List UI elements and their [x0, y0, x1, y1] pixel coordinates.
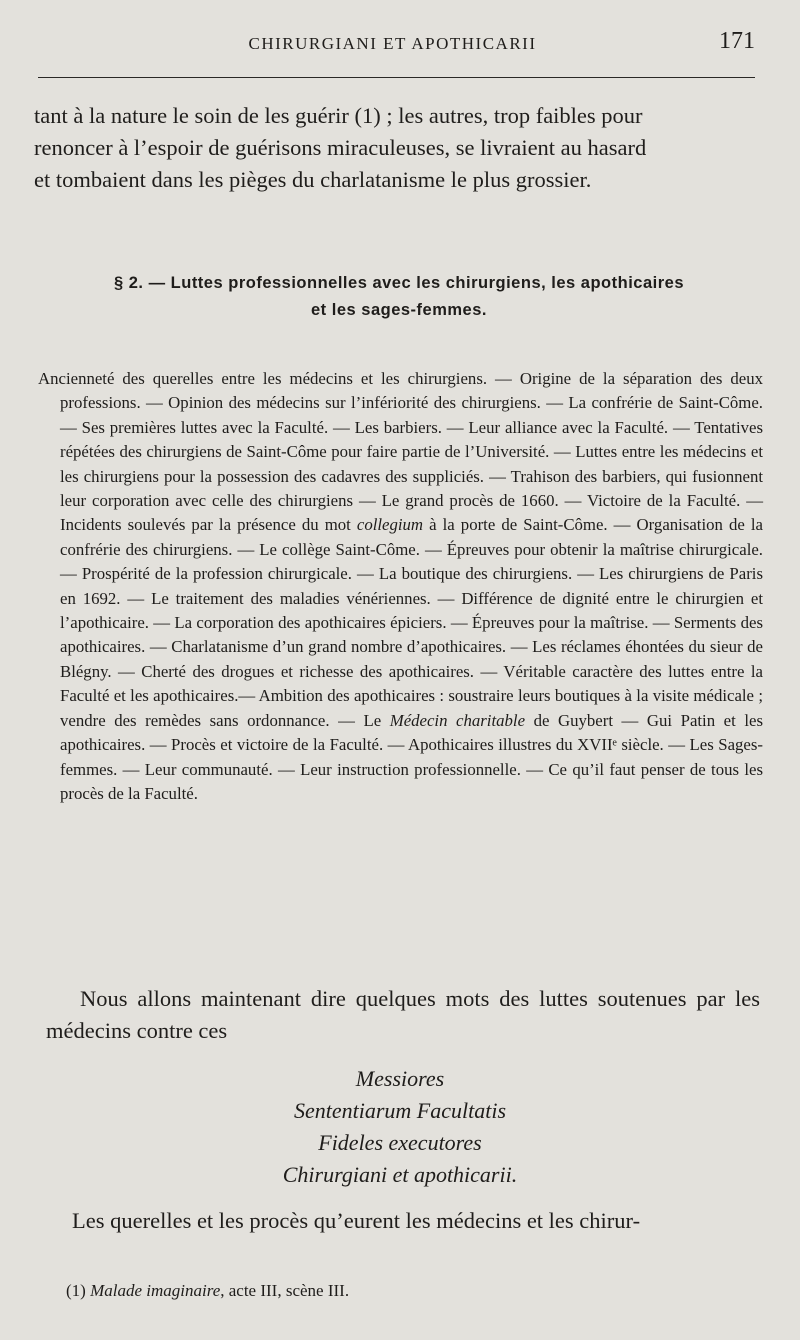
verse-line: Chirurgiani et apothicarii.	[282, 1162, 518, 1187]
footnote-marker: (1)	[66, 1281, 91, 1300]
verse-line: Fideles executores	[318, 1130, 482, 1155]
section-title	[40, 270, 758, 324]
body-paragraph: Les querelles et les procès qu’eurent les médecins et les chirur-	[72, 1208, 641, 1233]
latin-verse	[0, 1063, 800, 1191]
footnote-italic: Malade imaginaire	[90, 1281, 221, 1300]
summary-text: de Guybert — Gui Patin et les apothicaires. — Procès et victoire de la Faculté. — Apothicaires illustres du XVIIᵉ siècle. — Les Sages-femmes. — Leur communauté. — Leur instruction professionnelle. — Ce qu’il faut penser de tous les procès de la Faculté.	[60, 710, 763, 803]
intro-line: tant à la nature le soin de les guérir (1) ; les autres, trop faibles pour	[34, 103, 643, 128]
verse-line: Messiores	[355, 1066, 445, 1091]
section-title-line: et les sages-femmes.	[310, 301, 487, 319]
section-title-line: § 2. — Luttes professionnelles avec les chirurgiens, les apothicaires	[113, 274, 685, 292]
body-paragraph: Nous allons maintenant dire quelques mots des luttes soutenues par les médecins contre ces	[46, 986, 760, 1043]
running-title: CHIRURGIANI ET APOTHICARII	[248, 34, 537, 53]
page-header	[30, 28, 755, 60]
intro-line: et tombaient dans les pièges du charlatanisme le plus grossier.	[34, 167, 592, 192]
summary-italic: collegium	[356, 515, 424, 535]
intro-paragraph	[34, 100, 755, 196]
footnote-text: , acte III, scène III.	[220, 1281, 350, 1300]
page-number: 171	[719, 28, 755, 54]
chapter-summary	[38, 367, 763, 806]
verse-line: Sententiarum Facultatis	[293, 1098, 507, 1123]
footnote	[66, 1280, 349, 1302]
summary-text: à la porte de Saint-Côme. — Organisation de la confrérie des chirurgiens. — Le collège Saint-Côme. — Épreuves pour obtenir la maîtrise chirurgicale. — Prospérité de la profession chirurgicale. — La boutique des chirurgiens. — Les chirurgiens de Paris en 1692. — Le traitement des maladies vénériennes. — Différence de dignité entre le chirurgien et l’apothicaire. — La corporation des apothicaires épiciers. — Épreuves pour la maîtrise. — Serments des apothicaires. — Charlatanisme d’un grand nombre d’apothicaires. — Les réclames éhontées du sieur de Blégny. — Cherté des drogues et richesse des apothicaires. — Véritable caractère des luttes entre la Faculté et les apothicaires.— Ambition des apothicaires : soustraire leurs boutiques à la visite médicale ; vendre des remèdes sans ordonnance. — Le	[60, 515, 763, 730]
intro-line: renoncer à l’espoir de guérisons miraculeuses, se livraient au hasard	[34, 135, 647, 160]
header-rule	[38, 77, 755, 78]
summary-italic: Médecin charitable	[389, 710, 526, 730]
summary-text: Ancienneté des querelles entre les médecins et les chirurgiens. — Origine de la séparation des deux professions. — Opinion des médecins sur l’infériorité des chirurgiens. — La confrérie de Saint-Côme. — Ses premières luttes avec la Faculté. — Les barbiers. — Leur alliance avec la Faculté. — Tentatives répétées des chirurgiens de Saint-Côme pour faire partie de l’Université. — Luttes entre les médecins et les chirurgiens pour la possession des cadavres des suppliciés. — Trahison des barbiers, qui fusionnent leur corporation avec celle des chirurgiens — Le grand procès de 1660. — Victoire de la Faculté. — Incidents soulevés par la présence du mot	[38, 369, 763, 535]
